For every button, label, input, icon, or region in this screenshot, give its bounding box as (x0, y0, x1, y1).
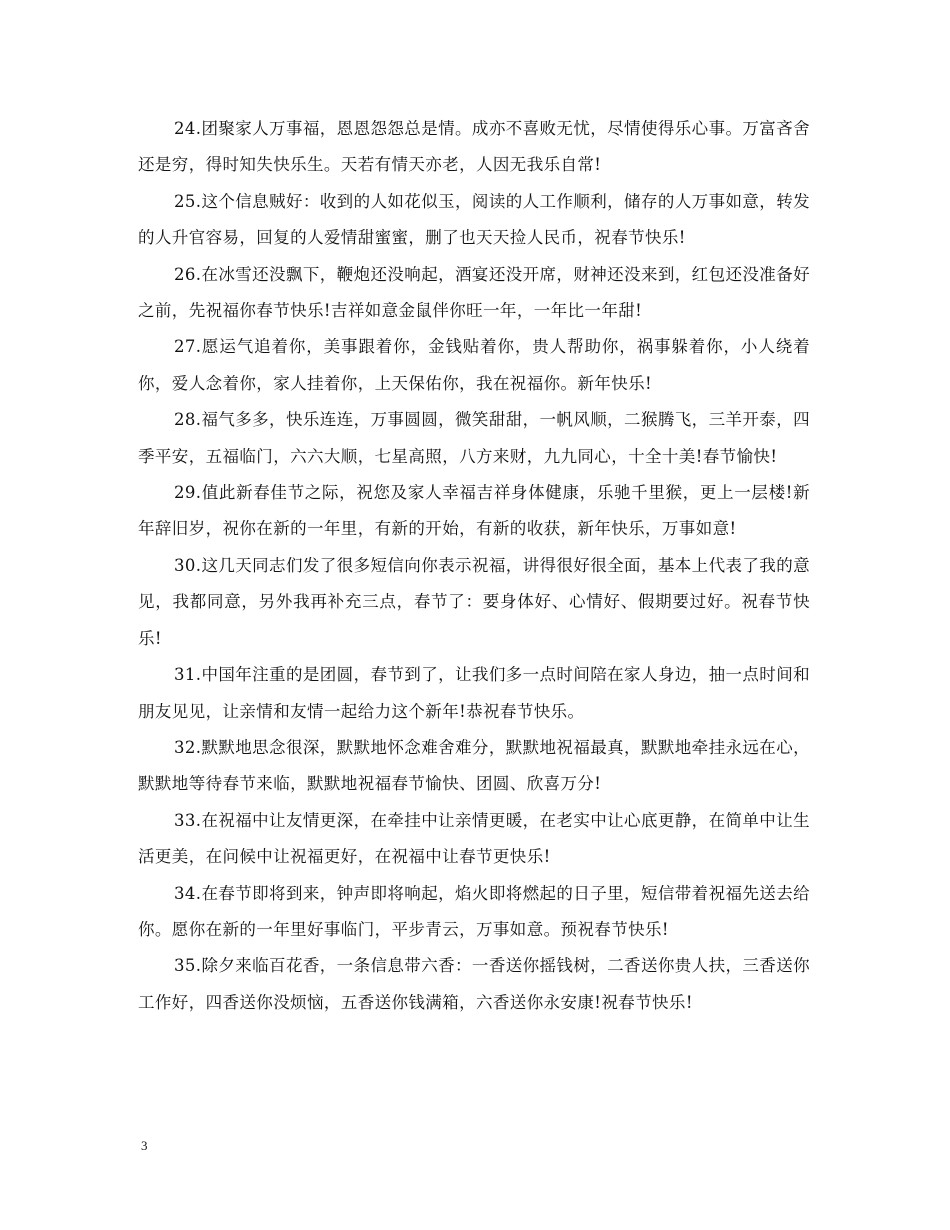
paragraph-35: 35.除夕来临百花香，一条信息带六香：一香送你摇钱树，二香送你贵人扶，三香送你工作好，四香送你没烦恼，五香送你钱满箱，六香送你永安康!祝春节快乐! (138, 956, 810, 1012)
page-number: 3 (141, 1138, 148, 1153)
paragraph-27: 27.愿运气追着你，美事跟着你，金钱贴着你，贵人帮助你，祸事躲着你，小人绕着你，爱人念着你，家人挂着你，上天保佑你，我在祝福你。新年快乐! (138, 337, 810, 393)
paragraph-34: 34.在春节即将到来，钟声即将响起，焰火即将燃起的日子里，短信带着祝福先送去给你。愿你在新的一年里好事临门，平步青云，万事如意。预祝春节快乐! (138, 883, 810, 939)
paragraph-24: 24.团聚家人万事福，恩恩怨怨总是情。成亦不喜败无忧，尽情使得乐心事。万富吝舍还是穷，得时知失快乐生。天若有情天亦老，人因无我乐自常! (138, 119, 810, 175)
paragraph-31: 31.中国年注重的是团圆，春节到了，让我们多一点时间陪在家人身边，抽一点时间和朋友见见，让亲情和友情一起给力这个新年!恭祝春节快乐。 (138, 665, 810, 721)
paragraph-32: 32.默默地思念很深，默默地怀念难舍难分，默默地祝福最真，默默地牵挂永远在心，默默地等待春节来临，默默地祝福春节愉快、团圆、欣喜万分! (138, 737, 810, 794)
paragraph-29: 29.值此新春佳节之际，祝您及家人幸福吉祥身体健康，乐驰千里猴，更上一层楼!新年辞旧岁，祝你在新的一年里，有新的开始，有新的收获，新年快乐，万事如意! (138, 483, 810, 539)
paragraph-26: 26.在冰雪还没飘下，鞭炮还没响起，酒宴还没开席，财神还没来到，红包还没准备好之前，先祝福你春节快乐!吉祥如意金鼠伴你旺一年，一年比一年甜! (138, 264, 810, 321)
document-body (138, 111, 810, 1021)
paragraph-25: 25.这个信息贼好：收到的人如花似玉，阅读的人工作顺利，储存的人万事如意，转发的人升官容易，回复的人爱情甜蜜蜜，删了也天天捡人民币，祝春节快乐! (138, 191, 810, 248)
paragraph-28: 28.福气多多，快乐连连，万事圆圆，微笑甜甜，一帆风顺，二猴腾飞，三羊开泰，四季平安，五福临门，六六大顺，七星高照，八方来财，九九同心，十全十美!春节愉快! (138, 410, 810, 466)
paragraph-30: 30.这几天同志们发了很多短信向你表示祝福，讲得很好很全面，基本上代表了我的意见，我都同意，另外我再补充三点，春节了：要身体好、心情好、假期要过好。祝春节快乐! (138, 555, 810, 648)
paragraph-33: 33.在祝福中让友情更深，在牵挂中让亲情更暖，在老实中让心底更静，在简单中让生活更美，在问候中让祝福更好，在祝福中让春节更快乐! (138, 810, 810, 867)
